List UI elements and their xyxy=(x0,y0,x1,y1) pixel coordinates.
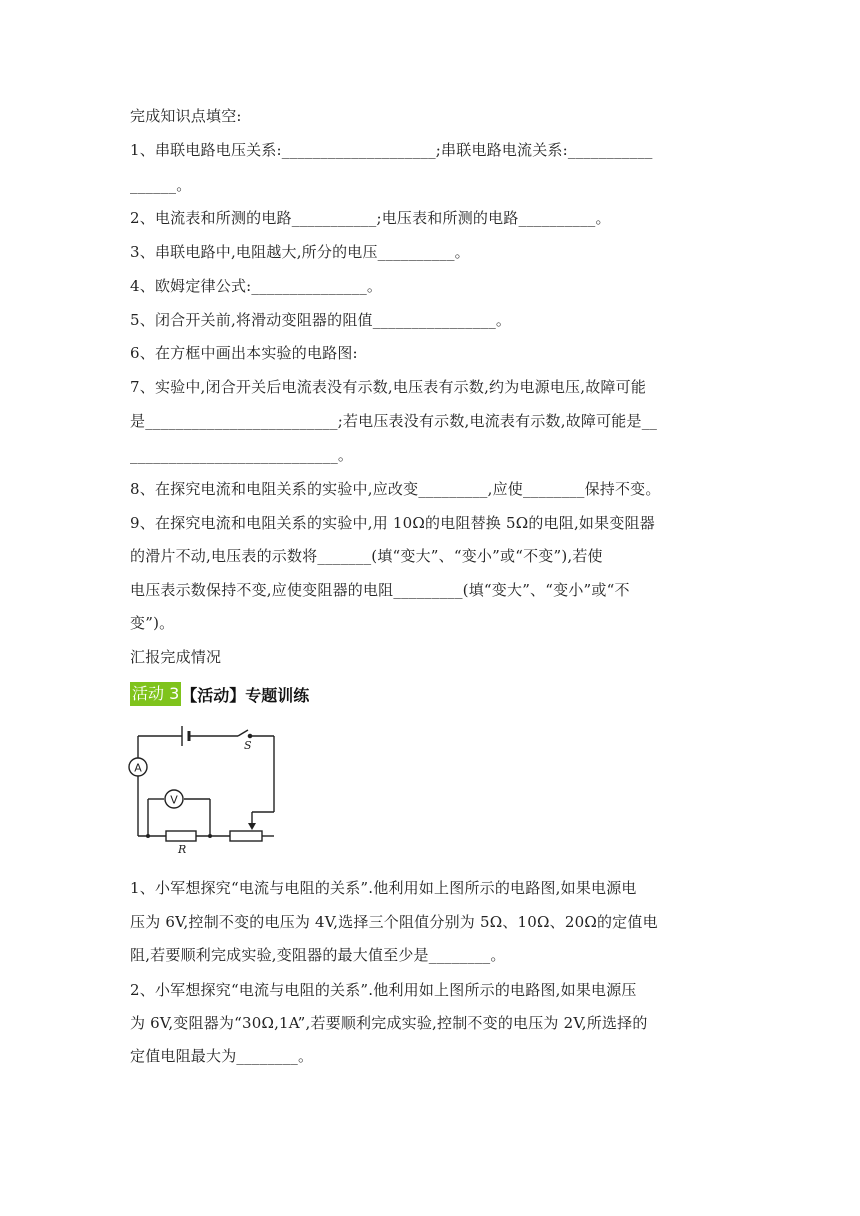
activity-title: 【活动】专题训练 xyxy=(181,685,310,705)
question-7-line-2: 是_________________________;若电压表没有示数,电流表有示数,故障可能是__ xyxy=(130,412,658,430)
problem-1-line-1: 1、小军想探究“电流与电阻的关系”.他利用如上图所示的电路图,如果电源电 xyxy=(130,879,637,897)
report-text: 汇报完成情况 xyxy=(130,648,222,666)
activity-heading xyxy=(130,682,309,706)
question-2: 2、电流表和所测的电路___________;电压表和所测的电路__________。 xyxy=(130,209,611,227)
question-1-line-1: 1、串联电路电压关系:____________________;串联电路电流关系:___________ xyxy=(130,141,653,159)
question-6: 6、在方框中画出本实验的电路图: xyxy=(130,344,358,362)
question-8: 8、在探究电流和电阻关系的实验中,应改变_________,应使________保持不变。 xyxy=(130,480,661,498)
circuit-diagram xyxy=(128,722,288,854)
question-1-line-2: ______。 xyxy=(130,176,192,194)
question-9-line-2: 的滑片不动,电压表的示数将_______(填“变大”、“变小”或“不变”),若使 xyxy=(130,547,603,565)
switch-label: S xyxy=(244,739,252,752)
intro-text: 完成知识点填空: xyxy=(130,107,242,125)
activity-badge: 活动 3 xyxy=(130,682,181,706)
resistor-label: R xyxy=(178,843,187,854)
question-7-line-3: ___________________________。 xyxy=(130,446,354,464)
question-7-line-1: 7、实验中,闭合开关后电流表没有示数,电压表有示数,约为电源电压,故障可能 xyxy=(130,378,647,396)
question-9-line-4: 变”)。 xyxy=(130,614,175,632)
question-9-line-1: 9、在探究电流和电阻关系的实验中,用 10Ω的电阻替换 5Ω的电阻,如果变阻器 xyxy=(130,514,655,532)
problem-1-line-3: 阻,若要顺利完成实验,变阻器的最大值至少是________。 xyxy=(130,946,506,964)
problem-2-line-3: 定值电阻最大为________。 xyxy=(130,1047,314,1065)
question-5: 5、闭合开关前,将滑动变阻器的阻值________________。 xyxy=(130,311,512,329)
problem-2-line-1: 2、小军想探究“电流与电阻的关系”.他利用如上图所示的电路图,如果电源压 xyxy=(130,981,637,999)
question-9-line-3: 电压表示数保持不变,应使变阻器的电阻_________(填“变大”、“变小”或“不 xyxy=(130,581,630,599)
ammeter-label: A xyxy=(134,761,142,775)
voltmeter-label: V xyxy=(170,793,178,807)
question-4: 4、欧姆定律公式:_______________。 xyxy=(130,277,383,295)
problem-2-line-2: 为 6V,变阻器为“30Ω,1A”,若要顺利完成实验,控制不变的电压为 2V,所选择的 xyxy=(130,1014,648,1032)
question-3: 3、串联电路中,电阻越大,所分的电压__________。 xyxy=(130,243,470,261)
problem-1-line-2: 压为 6V,控制不变的电压为 4V,选择三个阻值分别为 5Ω、10Ω、20Ω的定值电 xyxy=(130,913,658,931)
